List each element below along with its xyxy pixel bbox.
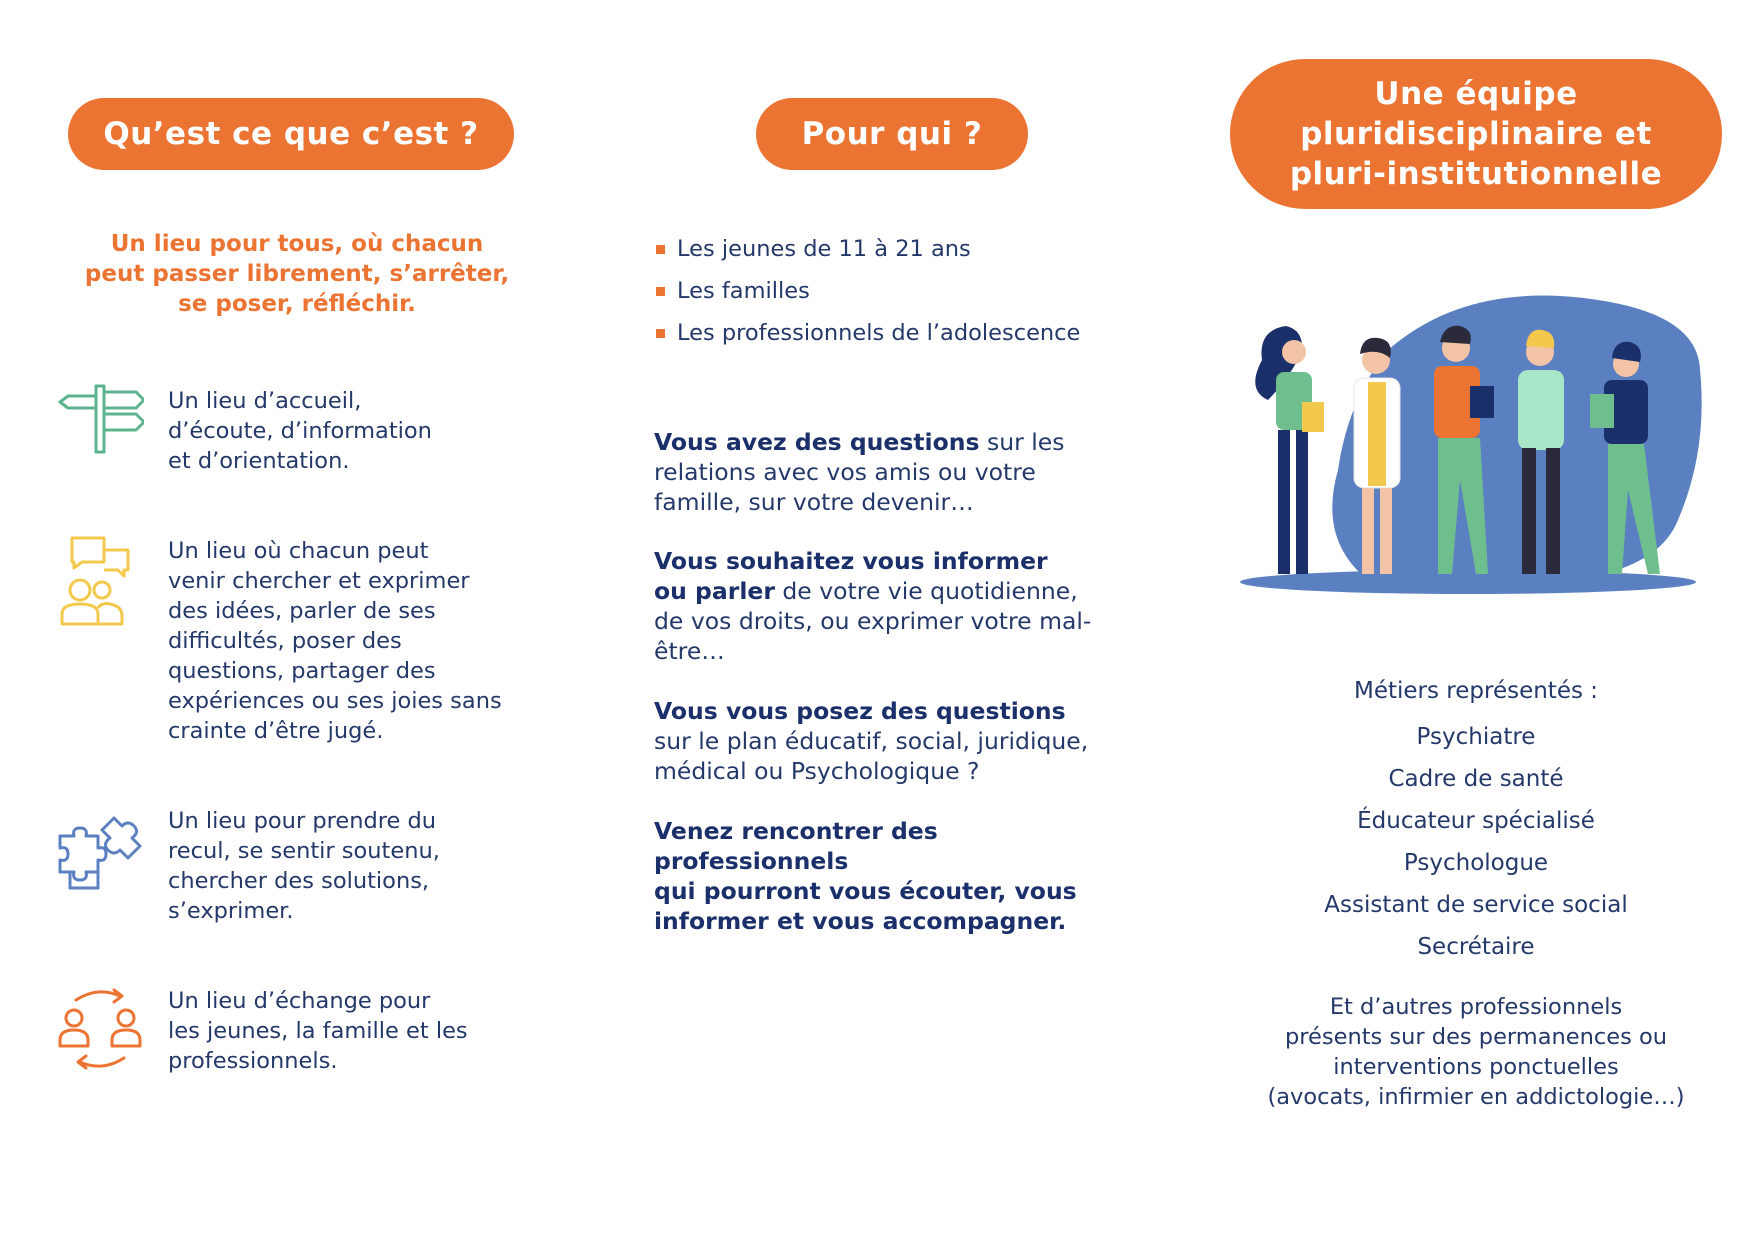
signpost-icon (58, 384, 144, 454)
team-illustration (1238, 290, 1708, 600)
other-professionals: Et d’autres professionnels présents sur des permanences ou interventions ponctuelles (avocats, infirmier en addictologie…) (1267, 994, 1685, 1110)
section-heading-what: Qu’est ce que c’est ? (68, 98, 514, 170)
bullet-icon (656, 287, 665, 296)
puzzle-icon (58, 814, 142, 890)
person-1 (1255, 326, 1324, 574)
list-item: Les jeunes de 11 à 21 ans (656, 228, 1080, 270)
intro-text: Un lieu pour tous, où chacun peut passer librement, s’arrêter, se poser, réfléchir. (84, 231, 510, 317)
list-item: Assistant de service social (1324, 892, 1628, 918)
exchange-icon (58, 984, 142, 1072)
list-item: Les familles (656, 270, 1080, 312)
jobs-list (1230, 716, 1722, 968)
paragraph-meet: Venez rencontrer des professionnels qui pourront vous écouter, vous informer et vous accompagner. (654, 817, 1077, 935)
section-heading-for-whom: Pour qui ? (756, 98, 1028, 170)
target-list (656, 228, 1080, 354)
jobs-title: Métiers représentés : (1353, 678, 1599, 704)
section-heading-team: Une équipe pluridisciplinaire et pluri-institutionnelle (1230, 59, 1722, 209)
discussion-icon (58, 536, 130, 628)
bullet-icon (656, 245, 665, 254)
list-item: Éducateur spécialisé (1357, 808, 1595, 834)
bullet-icon (656, 329, 665, 338)
feature-support: Un lieu pour prendre du recul, se sentir soutenu, chercher des solutions, s’exprimer. (168, 808, 440, 924)
list-item: Secrétaire (1417, 934, 1535, 960)
feature-welcome: Un lieu d’accueil, d’écoute, d’information et d’orientation. (168, 388, 432, 474)
paragraph-ask: Vous vous posez des questions sur le plan éducatif, social, juridique, médical ou Psychologique ? (654, 697, 1089, 785)
paragraph-inform: Vous souhaitez vous informer ou parler de votre vie quotidienne, de vos droits, ou exprimer votre mal- être… (654, 547, 1092, 665)
list-item: Psychiatre (1416, 724, 1536, 750)
list-item: Cadre de santé (1388, 766, 1564, 792)
feature-expression: Un lieu où chacun peut venir chercher et exprimer des idées, parler de ses difficultés, poser des questions, partager des expériences ou ses joies sans crainte d’être jugé. (168, 538, 502, 744)
list-item: Psychologue (1403, 850, 1549, 876)
feature-exchange: Un lieu d’échange pour les jeunes, la famille et les professionnels. (168, 988, 468, 1074)
paragraph-questions: Vous avez des questions sur les relations avec vos amis ou votre famille, sur votre devenir… (654, 428, 1065, 516)
list-item: Les professionnels de l’adolescence (656, 312, 1080, 354)
